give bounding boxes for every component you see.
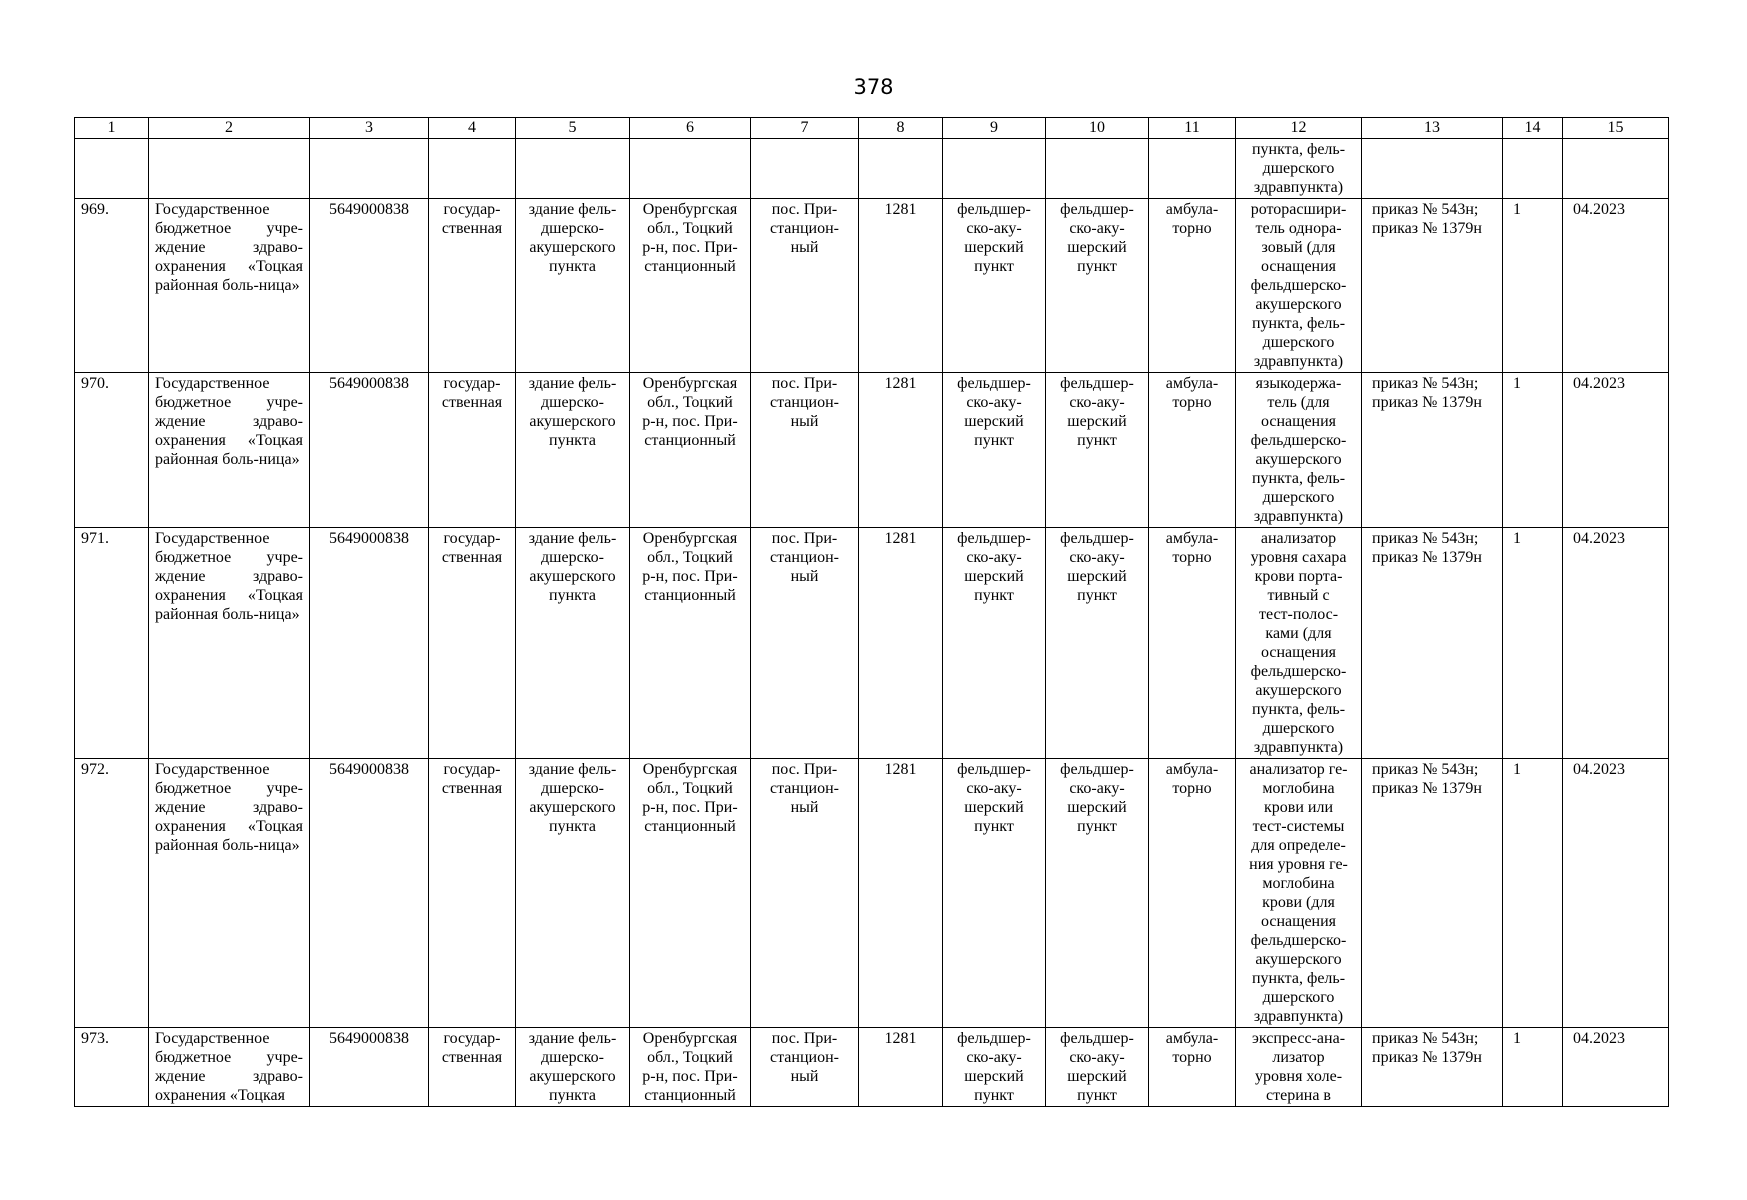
cell-ownership: государ- ственная <box>429 528 516 759</box>
cell-ownership: государ- ственная <box>429 373 516 528</box>
cell-equipment: анализатор уровня сахара крови порта- тивный с тест-полос- ками (для оснащения фельдшерско- акушерского пункта, фель- дшерского здравпункта) <box>1236 528 1362 759</box>
cell-unit-type: фельдшер- ско-аку- шерский пункт <box>943 759 1046 1028</box>
cell-empty <box>1563 139 1669 199</box>
cell-address: Оренбургская обл., Тоцкий р-н, пос. При- станционный <box>630 373 751 528</box>
cell-empty <box>859 139 943 199</box>
cell-quantity: 1 <box>1503 1028 1563 1107</box>
cell-date: 04.2023 <box>1563 199 1669 373</box>
cell-empty <box>1362 139 1503 199</box>
cell-row-number: 972. <box>75 759 149 1028</box>
cell-building: здание фель- дшерско- акушерского пункта <box>516 199 630 373</box>
cell-ownership: государ- ственная <box>429 1028 516 1107</box>
cell-building: здание фель- дшерско- акушерского пункта <box>516 1028 630 1107</box>
cell-building: здание фель- дшерско- акушерского пункта <box>516 528 630 759</box>
cell-unit-type: фельдшер- ско-аку- шерский пункт <box>1046 759 1149 1028</box>
cell-care-form: амбула- торно <box>1149 759 1236 1028</box>
cell-quantity: 1 <box>1503 373 1563 528</box>
column-header: 1 <box>75 118 149 139</box>
cell-care-form: амбула- торно <box>1149 199 1236 373</box>
cell-row-number: 969. <box>75 199 149 373</box>
cell-building: здание фель- дшерско- акушерского пункта <box>516 373 630 528</box>
column-header: 6 <box>630 118 751 139</box>
cell-unit-type: фельдшер- ско-аку- шерский пункт <box>943 199 1046 373</box>
cell-care-form: амбула- торно <box>1149 528 1236 759</box>
column-header: 15 <box>1563 118 1669 139</box>
table-row <box>75 1028 1669 1107</box>
table-row <box>75 373 1669 528</box>
column-number-row <box>75 118 1669 139</box>
table-body <box>75 139 1669 1107</box>
cell-quantity: 1 <box>1503 199 1563 373</box>
cell-row-number: 971. <box>75 528 149 759</box>
column-header: 5 <box>516 118 630 139</box>
cell-unit-type: фельдшер- ско-аку- шерский пункт <box>943 528 1046 759</box>
table-header <box>75 118 1669 139</box>
cell-unit-type: фельдшер- ско-аку- шерский пункт <box>1046 373 1149 528</box>
cell-unit-type: фельдшер- ско-аку- шерский пункт <box>943 1028 1046 1107</box>
cell-inn: 5649000838 <box>310 1028 429 1107</box>
cell-empty <box>310 139 429 199</box>
cell-orders: приказ № 543н; приказ № 1379н <box>1362 373 1503 528</box>
cell-unit-type: фельдшер- ско-аку- шерский пункт <box>1046 1028 1149 1107</box>
cell-quantity: 1 <box>1503 759 1563 1028</box>
column-header: 12 <box>1236 118 1362 139</box>
column-header: 13 <box>1362 118 1503 139</box>
cell-address: Оренбургская обл., Тоцкий р-н, пос. При- станционный <box>630 528 751 759</box>
cell-equipment: языкодержа- тель (для оснащения фельдшерско- акушерского пункта, фель- дшерского здравпункта) <box>1236 373 1362 528</box>
column-header: 3 <box>310 118 429 139</box>
cell-ownership: государ- ственная <box>429 759 516 1028</box>
page-number: 378 <box>853 75 894 99</box>
cell-organization: Государственное бюджетное учре-ждение здраво-охранения «Тоцкая районная боль-ница» <box>149 759 310 1028</box>
column-header: 7 <box>751 118 859 139</box>
cell-population: 1281 <box>859 1028 943 1107</box>
cell-empty <box>751 139 859 199</box>
column-header: 9 <box>943 118 1046 139</box>
cell-date: 04.2023 <box>1563 759 1669 1028</box>
cell-equipment: анализатор ге- моглобина крови или тест-системы для определе- ния уровня ге- моглобина крови (для оснащения фельдшерско- акушерского пункта, фель- дшерского здравпункта) <box>1236 759 1362 1028</box>
cell-date: 04.2023 <box>1563 528 1669 759</box>
cell-locality: пос. При- станцион- ный <box>751 528 859 759</box>
cell-row-number: 970. <box>75 373 149 528</box>
cell-orders: приказ № 543н; приказ № 1379н <box>1362 1028 1503 1107</box>
cell-organization: Государственное бюджетное учре-ждение здраво-охранения «Тоцкая районная боль-ница» <box>149 199 310 373</box>
cell-orders: приказ № 543н; приказ № 1379н <box>1362 199 1503 373</box>
cell-empty <box>1149 139 1236 199</box>
cell-equipment: пункта, фель- дшерского здравпункта) <box>1236 139 1362 199</box>
cell-locality: пос. При- станцион- ный <box>751 759 859 1028</box>
cell-population: 1281 <box>859 759 943 1028</box>
cell-organization: Государственное бюджетное учре-ждение здраво-охранения «Тоцкая районная боль-ница» <box>149 373 310 528</box>
table-row <box>75 199 1669 373</box>
cell-orders: приказ № 543н; приказ № 1379н <box>1362 528 1503 759</box>
continuation-row <box>75 139 1669 199</box>
cell-empty <box>943 139 1046 199</box>
column-header: 14 <box>1503 118 1563 139</box>
cell-date: 04.2023 <box>1563 1028 1669 1107</box>
cell-row-number: 973. <box>75 1028 149 1107</box>
cell-empty <box>149 139 310 199</box>
cell-population: 1281 <box>859 373 943 528</box>
cell-unit-type: фельдшер- ско-аку- шерский пункт <box>943 373 1046 528</box>
cell-empty <box>429 139 516 199</box>
cell-population: 1281 <box>859 199 943 373</box>
cell-population: 1281 <box>859 528 943 759</box>
cell-date: 04.2023 <box>1563 373 1669 528</box>
cell-care-form: амбула- торно <box>1149 373 1236 528</box>
cell-address: Оренбургская обл., Тоцкий р-н, пос. При- станционный <box>630 759 751 1028</box>
cell-address: Оренбургская обл., Тоцкий р-н, пос. При- станционный <box>630 199 751 373</box>
cell-ownership: государ- ственная <box>429 199 516 373</box>
cell-equipment: экспресс-ана- лизатор уровня холе- стерина в <box>1236 1028 1362 1107</box>
cell-empty <box>75 139 149 199</box>
column-header: 11 <box>1149 118 1236 139</box>
cell-care-form: амбула- торно <box>1149 1028 1236 1107</box>
column-header: 4 <box>429 118 516 139</box>
cell-equipment: роторасшири- тель однора- зовый (для оснащения фельдшерско- акушерского пункта, фель- дшерского здравпункта) <box>1236 199 1362 373</box>
cell-unit-type: фельдшер- ско-аку- шерский пункт <box>1046 528 1149 759</box>
table-row <box>75 528 1669 759</box>
cell-inn: 5649000838 <box>310 528 429 759</box>
column-header: 2 <box>149 118 310 139</box>
cell-organization: Государственное бюджетное учре-ждение здраво-охранения «Тоцкая <box>149 1028 310 1107</box>
cell-empty <box>1503 139 1563 199</box>
cell-quantity: 1 <box>1503 528 1563 759</box>
cell-locality: пос. При- станцион- ный <box>751 1028 859 1107</box>
cell-inn: 5649000838 <box>310 199 429 373</box>
cell-inn: 5649000838 <box>310 373 429 528</box>
cell-inn: 5649000838 <box>310 759 429 1028</box>
cell-empty <box>630 139 751 199</box>
cell-building: здание фель- дшерско- акушерского пункта <box>516 759 630 1028</box>
column-header: 10 <box>1046 118 1149 139</box>
cell-orders: приказ № 543н; приказ № 1379н <box>1362 759 1503 1028</box>
column-header: 8 <box>859 118 943 139</box>
cell-empty <box>1046 139 1149 199</box>
cell-address: Оренбургская обл., Тоцкий р-н, пос. При- станционный <box>630 1028 751 1107</box>
table-row <box>75 759 1669 1028</box>
cell-empty <box>516 139 630 199</box>
cell-unit-type: фельдшер- ско-аку- шерский пункт <box>1046 199 1149 373</box>
cell-organization: Государственное бюджетное учре-ждение здраво-охранения «Тоцкая районная боль-ница» <box>149 528 310 759</box>
cell-locality: пос. При- станцион- ный <box>751 373 859 528</box>
cell-locality: пос. При- станцион- ный <box>751 199 859 373</box>
registry-table <box>74 117 1669 1107</box>
